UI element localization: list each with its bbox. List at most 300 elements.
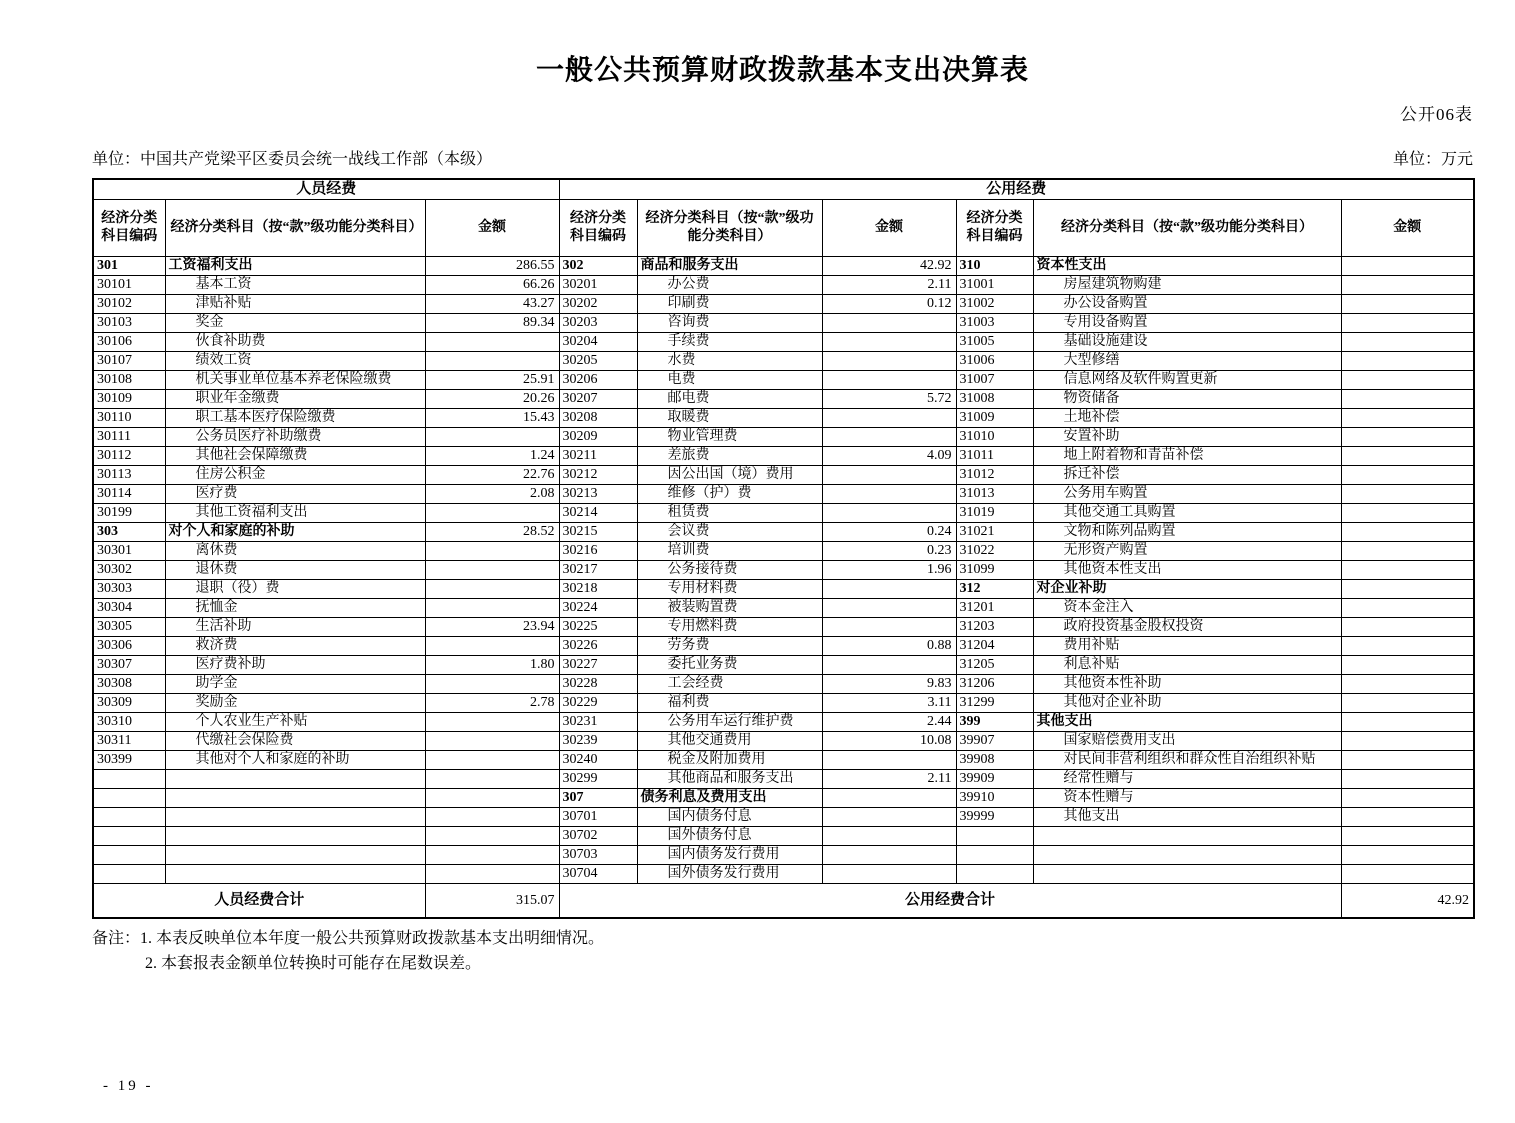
cell-amount — [822, 333, 956, 352]
table-row — [93, 371, 1474, 390]
cell-code: 307 — [559, 789, 637, 808]
cell-subject: 电费 — [637, 371, 822, 390]
cell-amount: 2.78 — [425, 694, 559, 713]
cell-subject: 取暖费 — [637, 409, 822, 428]
cell-code: 30101 — [93, 276, 165, 295]
cell-subject — [165, 789, 425, 808]
col-header-code-2: 经济分类科目编码 — [559, 200, 637, 257]
cell-code: 30227 — [559, 656, 637, 675]
cell-amount — [1341, 694, 1474, 713]
cell-amount: 2.44 — [822, 713, 956, 732]
cell-subject: 津贴补贴 — [165, 295, 425, 314]
cell-subject — [165, 827, 425, 846]
cell-code: 31099 — [956, 561, 1033, 580]
cell-subject: 无形资产购置 — [1033, 542, 1341, 561]
cell-amount — [1341, 713, 1474, 732]
cell-code: 30226 — [559, 637, 637, 656]
cell-subject: 利息补贴 — [1033, 656, 1341, 675]
cell-subject: 房屋建筑物购建 — [1033, 276, 1341, 295]
cell-code: 30111 — [93, 428, 165, 447]
cell-subject: 国外债务付息 — [637, 827, 822, 846]
cell-amount — [425, 428, 559, 447]
cell-code: 39999 — [956, 808, 1033, 827]
cell-amount — [1341, 257, 1474, 276]
cell-subject: 其他社会保障缴费 — [165, 447, 425, 466]
cell-subject: 职业年金缴费 — [165, 390, 425, 409]
col-header-amount-2: 金额 — [822, 200, 956, 257]
cell-code: 31012 — [956, 466, 1033, 485]
cell-subject: 其他交通费用 — [637, 732, 822, 751]
cell-subject: 奖金 — [165, 314, 425, 333]
cell-amount — [1341, 314, 1474, 333]
cell-amount — [425, 865, 559, 884]
cell-amount — [425, 732, 559, 751]
cell-code: 30218 — [559, 580, 637, 599]
cell-code — [93, 770, 165, 789]
table-row — [93, 485, 1474, 504]
cell-subject: 其他支出 — [1033, 808, 1341, 827]
cell-amount — [425, 770, 559, 789]
cell-amount — [425, 675, 559, 694]
cell-subject: 资本性支出 — [1033, 257, 1341, 276]
cell-subject: 其他资本性补助 — [1033, 675, 1341, 694]
cell-code: 30301 — [93, 542, 165, 561]
cell-subject: 公务员医疗补助缴费 — [165, 428, 425, 447]
cell-code: 31206 — [956, 675, 1033, 694]
cell-code: 30311 — [93, 732, 165, 751]
cell-amount — [425, 789, 559, 808]
table-body — [93, 257, 1474, 884]
cell-subject: 国内债务付息 — [637, 808, 822, 827]
cell-amount: 0.88 — [822, 637, 956, 656]
cell-code: 31005 — [956, 333, 1033, 352]
cell-amount: 20.26 — [425, 390, 559, 409]
cell-subject: 医疗费 — [165, 485, 425, 504]
cell-subject: 公务接待费 — [637, 561, 822, 580]
cell-subject: 劳务费 — [637, 637, 822, 656]
cell-code — [93, 865, 165, 884]
cell-subject: 对个人和家庭的补助 — [165, 523, 425, 542]
cell-amount — [425, 542, 559, 561]
cell-subject: 差旅费 — [637, 447, 822, 466]
cell-subject: 工会经费 — [637, 675, 822, 694]
cell-code: 30229 — [559, 694, 637, 713]
cell-amount: 28.52 — [425, 523, 559, 542]
table-header — [93, 179, 1474, 257]
cell-amount — [425, 352, 559, 371]
cell-subject — [165, 846, 425, 865]
cell-amount — [822, 314, 956, 333]
cell-amount — [822, 827, 956, 846]
cell-amount — [822, 751, 956, 770]
cell-subject: 债务利息及费用支出 — [637, 789, 822, 808]
cell-amount — [1341, 808, 1474, 827]
cell-amount — [1341, 523, 1474, 542]
table-row — [93, 865, 1474, 884]
cell-code: 30203 — [559, 314, 637, 333]
cell-amount — [1341, 371, 1474, 390]
table-row — [93, 675, 1474, 694]
cell-code: 39910 — [956, 789, 1033, 808]
page-title: 一般公共预算财政拨款基本支出决算表 — [535, 55, 1029, 86]
cell-code: 31013 — [956, 485, 1033, 504]
cell-amount: 0.24 — [822, 523, 956, 542]
cell-amount — [822, 599, 956, 618]
cell-code: 30212 — [559, 466, 637, 485]
cell-code: 31204 — [956, 637, 1033, 656]
cell-amount — [425, 599, 559, 618]
cell-code: 30702 — [559, 827, 637, 846]
cell-amount — [1341, 333, 1474, 352]
cell-code: 30205 — [559, 352, 637, 371]
cell-code: 30704 — [559, 865, 637, 884]
cell-amount — [1341, 352, 1474, 371]
cell-code: 31003 — [956, 314, 1033, 333]
cell-subject: 绩效工资 — [165, 352, 425, 371]
cell-subject — [165, 770, 425, 789]
table-row — [93, 656, 1474, 675]
public-total-amount: 42.92 — [1341, 884, 1474, 919]
unit-currency: 单位：万元 — [1392, 151, 1473, 168]
cell-code: 30299 — [559, 770, 637, 789]
cell-amount — [1341, 675, 1474, 694]
table-row — [93, 333, 1474, 352]
cell-amount — [1341, 485, 1474, 504]
cell-subject: 拆迁补偿 — [1033, 466, 1341, 485]
cell-subject: 代缴社会保险费 — [165, 732, 425, 751]
cell-amount — [822, 504, 956, 523]
cell-code: 30209 — [559, 428, 637, 447]
cell-subject — [165, 808, 425, 827]
cell-subject: 抚恤金 — [165, 599, 425, 618]
cell-code: 31022 — [956, 542, 1033, 561]
unit-line — [92, 150, 1473, 170]
cell-amount: 2.08 — [425, 485, 559, 504]
cell-amount — [1341, 447, 1474, 466]
personnel-total-label: 人员经费合计 — [93, 884, 425, 919]
table-code-label: 公开06表 — [1400, 105, 1473, 124]
cell-subject: 退职（役）费 — [165, 580, 425, 599]
table-row — [93, 542, 1474, 561]
cell-code: 30114 — [93, 485, 165, 504]
cell-subject — [1033, 865, 1341, 884]
cell-amount — [1341, 561, 1474, 580]
cell-subject: 被装购置费 — [637, 599, 822, 618]
cell-subject: 基础设施建设 — [1033, 333, 1341, 352]
cell-amount — [1341, 637, 1474, 656]
cell-subject: 信息网络及软件购置更新 — [1033, 371, 1341, 390]
cell-subject: 安置补助 — [1033, 428, 1341, 447]
cell-code: 312 — [956, 580, 1033, 599]
cell-code: 30106 — [93, 333, 165, 352]
cell-amount: 5.72 — [822, 390, 956, 409]
cell-subject: 物资储备 — [1033, 390, 1341, 409]
cell-amount — [1341, 466, 1474, 485]
cell-amount — [1341, 770, 1474, 789]
cell-amount — [1341, 751, 1474, 770]
cell-code: 31009 — [956, 409, 1033, 428]
cell-subject: 机关事业单位基本养老保险缴费 — [165, 371, 425, 390]
table-row — [93, 428, 1474, 447]
cell-code: 30107 — [93, 352, 165, 371]
cell-subject: 培训费 — [637, 542, 822, 561]
cell-amount: 3.11 — [822, 694, 956, 713]
cell-amount — [425, 713, 559, 732]
cell-amount — [822, 656, 956, 675]
cell-code: 30113 — [93, 466, 165, 485]
cell-code: 30109 — [93, 390, 165, 409]
cell-amount — [822, 466, 956, 485]
cell-amount — [822, 789, 956, 808]
cell-subject: 对民间非营利组织和群众性自治组织补贴 — [1033, 751, 1341, 770]
table-row — [93, 390, 1474, 409]
personnel-total-amount: 315.07 — [425, 884, 559, 919]
cell-code: 302 — [559, 257, 637, 276]
cell-amount: 1.24 — [425, 447, 559, 466]
cell-subject — [1033, 827, 1341, 846]
cell-amount: 25.91 — [425, 371, 559, 390]
cell-subject: 工资福利支出 — [165, 257, 425, 276]
cell-subject: 水费 — [637, 352, 822, 371]
cell-subject: 办公设备购置 — [1033, 295, 1341, 314]
cell-code: 31205 — [956, 656, 1033, 675]
cell-code: 301 — [93, 257, 165, 276]
cell-code — [93, 846, 165, 865]
cell-amount — [1341, 276, 1474, 295]
cell-code: 30305 — [93, 618, 165, 637]
notes — [92, 926, 1473, 976]
table-row — [93, 713, 1474, 732]
col-header-code-1: 经济分类科目编码 — [93, 200, 165, 257]
cell-amount — [425, 333, 559, 352]
cell-amount: 2.11 — [822, 276, 956, 295]
cell-subject: 国家赔偿费用支出 — [1033, 732, 1341, 751]
cell-code: 303 — [93, 523, 165, 542]
cell-subject: 经常性赠与 — [1033, 770, 1341, 789]
cell-subject: 离休费 — [165, 542, 425, 561]
cell-amount — [1341, 409, 1474, 428]
col-header-code-3: 经济分类科目编码 — [956, 200, 1033, 257]
cell-subject: 印刷费 — [637, 295, 822, 314]
cell-amount: 1.80 — [425, 656, 559, 675]
table-row — [93, 352, 1474, 371]
cell-subject — [165, 865, 425, 884]
cell-code: 30217 — [559, 561, 637, 580]
col-header-subject-3: 经济分类科目（按“款”级功能分类科目） — [1033, 200, 1341, 257]
cell-subject: 手续费 — [637, 333, 822, 352]
cell-code: 30239 — [559, 732, 637, 751]
cell-amount — [1341, 618, 1474, 637]
cell-subject: 公务用车购置 — [1033, 485, 1341, 504]
cell-code: 399 — [956, 713, 1033, 732]
cell-amount — [822, 485, 956, 504]
cell-code: 30216 — [559, 542, 637, 561]
cell-code: 30102 — [93, 295, 165, 314]
cell-subject: 办公费 — [637, 276, 822, 295]
cell-subject: 生活补助 — [165, 618, 425, 637]
table-row — [93, 257, 1474, 276]
cell-code: 30108 — [93, 371, 165, 390]
cell-code: 30208 — [559, 409, 637, 428]
cell-amount — [425, 808, 559, 827]
cell-code: 30214 — [559, 504, 637, 523]
table-row — [93, 789, 1474, 808]
cell-code: 30215 — [559, 523, 637, 542]
unit-organization: 单位：中国共产党梁平区委员会统一战线工作部（本级） — [92, 151, 493, 168]
group-header-row — [93, 179, 1474, 200]
col-header-amount-3: 金额 — [1341, 200, 1474, 257]
cell-code: 30213 — [559, 485, 637, 504]
cell-subject: 费用补贴 — [1033, 637, 1341, 656]
cell-code: 30207 — [559, 390, 637, 409]
cell-amount — [1341, 827, 1474, 846]
table-row — [93, 808, 1474, 827]
cell-amount: 22.76 — [425, 466, 559, 485]
table-row — [93, 599, 1474, 618]
cell-code — [93, 827, 165, 846]
cell-amount — [822, 409, 956, 428]
cell-code — [956, 865, 1033, 884]
cell-amount — [1341, 542, 1474, 561]
cell-subject: 国外债务发行费用 — [637, 865, 822, 884]
cell-code: 31203 — [956, 618, 1033, 637]
table-row — [93, 561, 1474, 580]
table-row — [93, 504, 1474, 523]
table-row — [93, 827, 1474, 846]
cell-amount — [425, 561, 559, 580]
cell-subject: 咨询费 — [637, 314, 822, 333]
cell-subject: 租赁费 — [637, 504, 822, 523]
cell-subject: 专用材料费 — [637, 580, 822, 599]
table-row — [93, 846, 1474, 865]
cell-code: 30399 — [93, 751, 165, 770]
cell-subject: 大型修缮 — [1033, 352, 1341, 371]
cell-code: 31021 — [956, 523, 1033, 542]
cell-amount — [822, 808, 956, 827]
cell-subject: 专用燃料费 — [637, 618, 822, 637]
cell-code: 31201 — [956, 599, 1033, 618]
cell-subject: 奖励金 — [165, 694, 425, 713]
cell-amount — [1341, 865, 1474, 884]
cell-subject: 专用设备购置 — [1033, 314, 1341, 333]
cell-subject: 福利费 — [637, 694, 822, 713]
cell-amount — [1341, 295, 1474, 314]
cell-code: 30231 — [559, 713, 637, 732]
cell-amount — [425, 827, 559, 846]
cell-code: 30240 — [559, 751, 637, 770]
cell-subject: 委托业务费 — [637, 656, 822, 675]
note-line-1: 备注：1. 本表反映单位本年度一般公共预算财政拨款基本支出明细情况。 — [92, 930, 605, 947]
cell-amount: 1.96 — [822, 561, 956, 580]
cell-code: 30703 — [559, 846, 637, 865]
cell-amount: 66.26 — [425, 276, 559, 295]
cell-subject: 其他交通工具购置 — [1033, 504, 1341, 523]
cell-code: 30206 — [559, 371, 637, 390]
cell-amount: 286.55 — [425, 257, 559, 276]
cell-subject: 资本金注入 — [1033, 599, 1341, 618]
cell-amount: 4.09 — [822, 447, 956, 466]
table-row — [93, 466, 1474, 485]
cell-subject: 其他商品和服务支出 — [637, 770, 822, 789]
note-line-2: 2. 本套报表金额单位转换时可能存在尾数误差。 — [145, 955, 482, 972]
cell-code: 31007 — [956, 371, 1033, 390]
cell-subject: 地上附着物和青苗补偿 — [1033, 447, 1341, 466]
col-header-subject-1: 经济分类科目（按“款”级功能分类科目） — [165, 200, 425, 257]
cell-code: 30308 — [93, 675, 165, 694]
group-header-personnel: 人员经费 — [93, 179, 559, 200]
cell-subject: 公务用车运行维护费 — [637, 713, 822, 732]
cell-code: 31006 — [956, 352, 1033, 371]
table-row — [93, 276, 1474, 295]
cell-subject: 其他工资福利支出 — [165, 504, 425, 523]
cell-code — [93, 808, 165, 827]
cell-code: 30224 — [559, 599, 637, 618]
cell-code — [956, 846, 1033, 865]
cell-subject: 会议费 — [637, 523, 822, 542]
cell-subject: 职工基本医疗保险缴费 — [165, 409, 425, 428]
cell-subject: 物业管理费 — [637, 428, 822, 447]
cell-code: 30303 — [93, 580, 165, 599]
table-row — [93, 295, 1474, 314]
cell-code: 31011 — [956, 447, 1033, 466]
cell-code: 30103 — [93, 314, 165, 333]
cell-amount: 43.27 — [425, 295, 559, 314]
cell-subject: 邮电费 — [637, 390, 822, 409]
page-number: - 19 - — [103, 1078, 154, 1094]
cell-amount — [822, 846, 956, 865]
cell-amount — [425, 751, 559, 770]
cell-subject: 助学金 — [165, 675, 425, 694]
cell-code: 31002 — [956, 295, 1033, 314]
table-footer — [93, 884, 1474, 919]
cell-amount: 89.34 — [425, 314, 559, 333]
cell-subject: 救济费 — [165, 637, 425, 656]
cell-amount — [822, 580, 956, 599]
cell-amount: 23.94 — [425, 618, 559, 637]
cell-amount — [1341, 504, 1474, 523]
totals-row — [93, 884, 1474, 919]
cell-code: 30202 — [559, 295, 637, 314]
cell-amount — [1341, 428, 1474, 447]
cell-subject: 其他支出 — [1033, 713, 1341, 732]
cell-subject: 维修（护）费 — [637, 485, 822, 504]
cell-code: 39907 — [956, 732, 1033, 751]
cell-amount: 42.92 — [822, 257, 956, 276]
cell-amount — [1341, 390, 1474, 409]
table-row — [93, 618, 1474, 637]
cell-amount — [822, 371, 956, 390]
cell-subject: 其他对企业补助 — [1033, 694, 1341, 713]
cell-amount: 10.08 — [822, 732, 956, 751]
group-header-public: 公用经费 — [559, 179, 1474, 200]
cell-amount: 9.83 — [822, 675, 956, 694]
cell-amount — [425, 846, 559, 865]
cell-code: 30228 — [559, 675, 637, 694]
table-row — [93, 314, 1474, 333]
cell-subject: 对企业补助 — [1033, 580, 1341, 599]
cell-amount — [822, 865, 956, 884]
cell-code: 30204 — [559, 333, 637, 352]
cell-amount: 0.12 — [822, 295, 956, 314]
cell-code: 30701 — [559, 808, 637, 827]
cell-amount: 15.43 — [425, 409, 559, 428]
document-page — [92, 54, 1473, 976]
cell-amount: 2.11 — [822, 770, 956, 789]
cell-subject: 退休费 — [165, 561, 425, 580]
table-row — [93, 732, 1474, 751]
cell-amount — [1341, 789, 1474, 808]
cell-subject: 基本工资 — [165, 276, 425, 295]
